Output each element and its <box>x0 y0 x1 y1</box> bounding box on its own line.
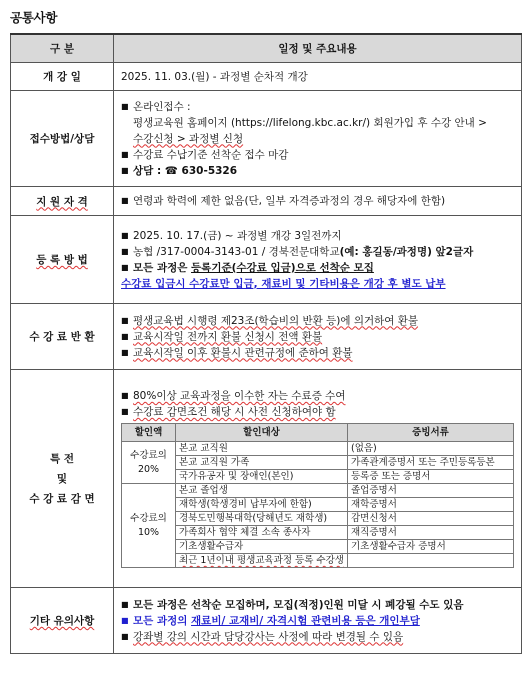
table-row <box>122 470 514 484</box>
enroll-all-pre: 모든 과정은 <box>133 261 192 274</box>
bullet-icon: ■ <box>121 196 129 205</box>
online-label: 온라인접수 : <box>133 100 191 113</box>
bullet-icon: ■ <box>121 331 129 341</box>
opening-text: 2025. 11. 03.(월) - 과정별 순차적 개강 <box>114 63 522 91</box>
bullet-icon: ■ <box>121 599 129 609</box>
label-opening: 개 강 일 <box>11 63 114 91</box>
th-target: 할인대상 <box>176 424 348 442</box>
label-eligibility: 지 원 자 격 <box>36 195 88 208</box>
target-cell: 국가유공자 및 장애인(본인) <box>176 470 348 484</box>
discount-table <box>121 423 514 568</box>
bullet-order <box>121 147 514 163</box>
proof-cell: 기초생활수급자 증명서 <box>348 540 514 554</box>
etc-line-3: 강좌별 강의 시간과 담당강사는 사정에 따라 변경될 수 있음 <box>133 630 404 643</box>
account-text: 농협 /317-0004-3143-01 / 경북전문대학교 <box>133 245 340 258</box>
row-registration <box>11 91 522 187</box>
label-enrollment: 등 록 방 법 <box>36 254 88 266</box>
bullet-online <box>121 99 514 115</box>
rate-20: 수강료의 20% <box>122 442 176 484</box>
bullet-icon: ■ <box>121 631 129 641</box>
online-detail: 평생교육원 홈페이지 (https://lifelong.kbc.ac.kr/) 회원가입 후 수강 안내 > <box>133 116 487 129</box>
table-row <box>122 484 514 498</box>
discount-bullet-1: 80%이상 교육과정을 이수한 자는 수료증 수여 <box>133 390 346 402</box>
refund-item: 교육시작일 전까지 환불 신청시 전액 환불 <box>133 330 323 343</box>
refund-item: 교육시작일 이후 환불시 관련규정에 준하여 환불 <box>133 346 353 359</box>
bullet-icon: ■ <box>121 315 129 325</box>
enroll-period: 2025. 10. 17.(금) ~ 과정별 개강 3일전까지 <box>133 229 342 242</box>
table-row <box>122 540 514 554</box>
label-etc: 기타 유의사항 <box>29 615 95 627</box>
online-detail-2: 수강신청 > 과정별 신청 <box>133 132 244 145</box>
notice-table <box>10 33 522 654</box>
refund-item: 평생교육법 시행령 제23조(학습비의 반환 등)에 의거하여 환불 <box>133 314 419 327</box>
row-enrollment <box>11 216 522 304</box>
proof-cell: 등록증 또는 증명서 <box>348 470 514 484</box>
discount-table-header <box>122 424 514 442</box>
target-cell: 최근 1년이내 평생교육과정 등록 수강생 <box>176 554 348 568</box>
proof-cell: (없음) <box>348 442 514 456</box>
label-refund: 수 강 료 반 환 <box>11 304 114 370</box>
phone-icon: ☎ <box>164 164 178 177</box>
label-discount-2: 및 <box>56 473 68 485</box>
row-opening <box>11 63 522 91</box>
proof-cell: 감면신청서 <box>348 512 514 526</box>
etc-line-1: 모든 과정은 선착순 모집하며, 모집(적정)인원 미달 시 폐강될 수도 있음 <box>133 598 464 611</box>
target-cell: 본교 졸업생 <box>176 484 348 498</box>
bullet-icon: ■ <box>121 101 129 111</box>
rate-10: 수강료의 10% <box>122 484 176 568</box>
bullet-icon: ■ <box>121 262 129 272</box>
target-cell: 경북도민행복대학(당해년도 재학생) <box>176 512 348 526</box>
target-cell: 본교 교직원 <box>176 442 348 456</box>
proof-cell <box>348 554 514 568</box>
bullet-icon: ■ <box>121 347 129 357</box>
header-content: 일정 및 주요내용 <box>114 34 522 63</box>
consult-label: 상담 : <box>133 164 162 177</box>
bullet-icon: ■ <box>121 246 129 256</box>
th-proof: 증빙서류 <box>348 424 514 442</box>
label-discount-1: 특 전 <box>50 453 74 465</box>
etc-line-2-pre: 모든 과정의 <box>133 614 192 627</box>
table-row <box>122 442 514 456</box>
target-cell: 본교 교직원 가족 <box>176 456 348 470</box>
proof-cell: 재학증명서 <box>348 498 514 512</box>
label-registration: 접수방법/상담 <box>11 91 114 187</box>
order-text: 수강료 수납기준 선착순 접수 마감 <box>133 148 289 161</box>
bullet-icon: ■ <box>121 165 129 175</box>
row-eligibility <box>11 187 522 216</box>
discount-bullet-2: 수강료 감면조건 해당 시 사전 신청하여야 함 <box>133 406 336 418</box>
bullet-icon: ■ <box>121 391 129 400</box>
bullet-icon: ■ <box>121 407 129 416</box>
header-category: 구 분 <box>11 34 114 63</box>
bullet-consult <box>121 163 514 179</box>
page-title: 공통사항 <box>10 10 58 25</box>
target-cell: 가족회사 협약 체결 소속 종사자 <box>176 526 348 540</box>
consult-phone: 630-5326 <box>181 164 238 177</box>
enroll-blue-notice: 수강료 입금시 수강료만 입금, 재료비 및 기타비용은 개강 후 별도 납부 <box>121 277 446 290</box>
proof-cell: 가족관계증명서 또는 주민등록등본 <box>348 456 514 470</box>
bullet-icon: ■ <box>121 615 129 625</box>
bullet-icon: ■ <box>121 230 129 240</box>
eligibility-text: 연령과 학력에 제한 없음(단, 일부 자격증과정의 경우 해당자에 한함) <box>133 195 446 207</box>
row-discount <box>11 370 522 588</box>
target-cell: 재학생(학생경비 납부자에 한함) <box>176 498 348 512</box>
proof-cell: 재직증명서 <box>348 526 514 540</box>
table-row <box>122 526 514 540</box>
bullet-icon: ■ <box>121 149 129 159</box>
table-row <box>122 498 514 512</box>
target-cell: 기초생활수급자 <box>176 540 348 554</box>
account-note: (예: 홍길동/과정명) 앞2글자 <box>339 245 474 258</box>
table-row <box>122 554 514 568</box>
row-refund <box>11 304 522 370</box>
table-row <box>122 512 514 526</box>
proof-cell: 졸업증명서 <box>348 484 514 498</box>
th-rate: 할인액 <box>122 424 176 442</box>
table-row <box>122 456 514 470</box>
label-discount-3: 수 강 료 감 면 <box>29 493 95 505</box>
etc-line-2-underline: 재료비/ 교재비/ 자격시험 관련비용 등은 개인부담 <box>191 614 420 627</box>
table-header-row <box>11 34 522 63</box>
enroll-all-underline: 등록기준(수강료 입금)으로 선착순 모집 <box>191 261 374 274</box>
row-etc <box>11 588 522 654</box>
